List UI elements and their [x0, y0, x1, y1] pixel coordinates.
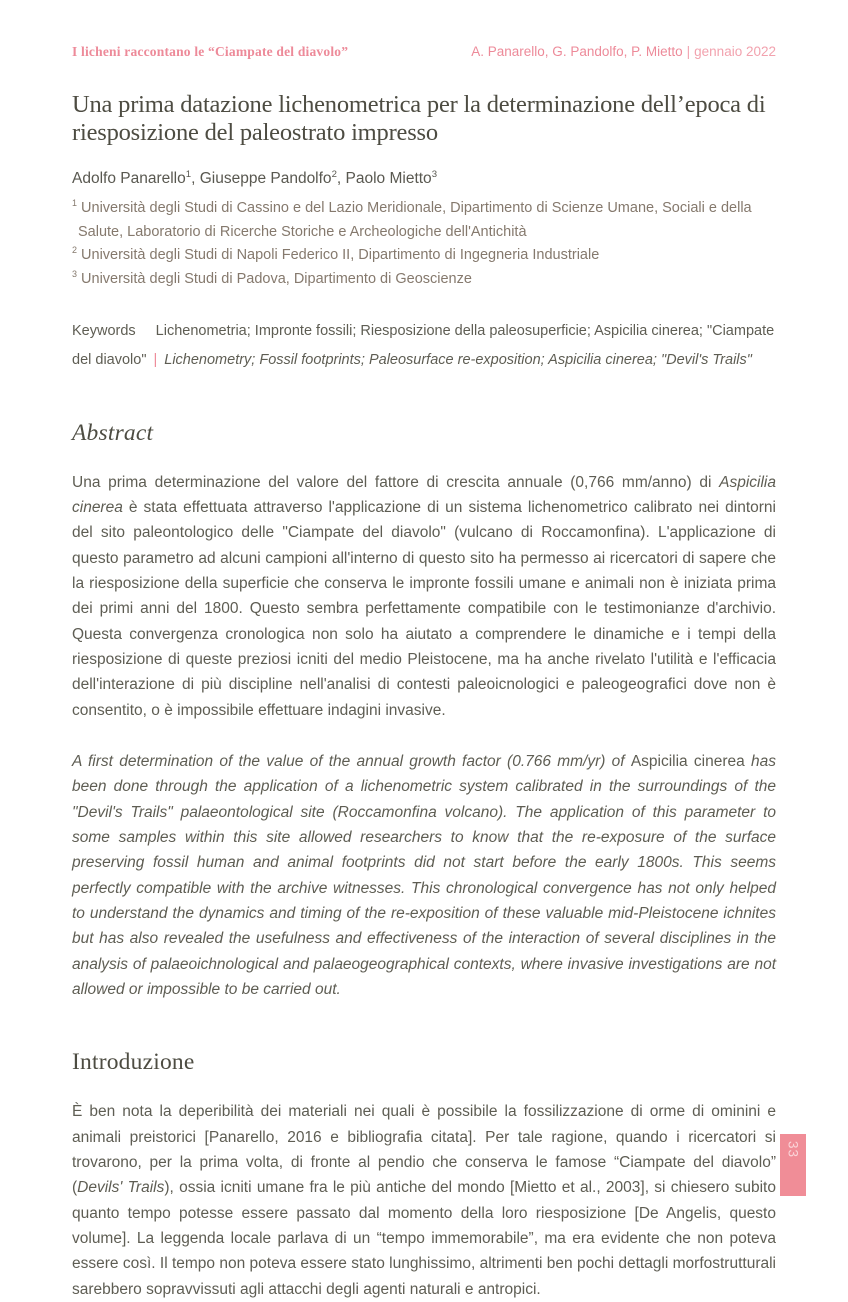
keywords-english: Lichenometry; Fossil footprints; Paleosurface re-exposition; Aspicilia cinerea; "Devil's Trails"	[164, 351, 752, 368]
authors-line	[72, 170, 776, 188]
keywords-block	[72, 317, 776, 374]
keywords-italian: Lichenometria; Impronte fossili; Riesposizione della paleosuperficie; Aspicilia cinerea; "Ciampate del diavolo"	[72, 323, 775, 368]
keywords-separator: |	[153, 351, 158, 368]
intro-devils-trails-italic: Devils' Trails	[77, 1179, 165, 1197]
keywords-label: Keywords	[72, 323, 136, 340]
introduction-heading: Introduzione	[72, 1049, 195, 1076]
abstract-en-seg1: A first determination of the value of the annual growth factor (0.766 mm/yr) of	[72, 753, 631, 771]
intro-seg3: ), ossia icniti umane fra le più antiche del mondo [Mietto et al., 2003], si chiesero subito quanto tempo potesse essere passato dal momento della loro riesposizione [De Angelis, questo volume]. La leggenda locale parlava di un “tempo immemorabile”, ma era evidente che non poteva essere così. Il tempo non poteva essere stato lunghissimo, altrimenti ben pochi dettagli morfostrutturali sarebbero sopravvissuti agli attacchi degli agenti naturali e antropici.	[72, 1179, 776, 1298]
running-header-right	[471, 44, 776, 59]
running-header-separator: |	[686, 44, 691, 59]
author-3-affiliation-mark: 3	[431, 169, 438, 181]
affiliation-2-text: Università degli Studi di Napoli Federico II, Dipartimento di Ingegneria Industriale	[81, 247, 600, 264]
intro-seg1: È ben nota la deperibilità dei materiali nei quali è possibile la fossilizzazione di orme di ominini e animali preistorici [Panarello, 2016 e bibliografia citata]. Per tale ragione, quando i ricercatori si trovarono, per la prima volta, di fronte al pendio che conserva le famose “Ciampate del diavolo” (	[72, 1103, 776, 1197]
page-number: 33	[785, 1141, 801, 1159]
affiliation-3-mark: 3	[72, 268, 77, 279]
abstract-it-seg1: Una prima determinazione del valore del fattore di crescita annuale (0,766 mm/anno) di	[72, 473, 720, 491]
introduction-paragraph	[72, 1099, 776, 1302]
running-header	[72, 44, 776, 60]
page-number-tab	[780, 1134, 806, 1196]
abstract-en-species-name: Aspicilia cinerea	[630, 753, 745, 771]
abstract-en-seg2: has been done through the application of a lichenometric system calibrated in the surroundings of the "Devil's Trails" palaeontological site (Roccamonfina volcano). The application of this parameter to some samples within this site allowed researchers to know that the re-exposure of the surface preserving fossil human and animal footprints did not start before the early 1800s. This seems perfectly compatible with the archive witnesses. This chronological convergence has not only helped to understand the dynamics and timing of the re-exposition of these valuable mid-Pleistocene ichnites but has also revealed the usefulness and effectiveness of the interaction of several disciplines in the analysis of palaeoichnological and palaeogeographical contexts, where invasive investigations are not allowed or impossible to be carried out.	[72, 753, 776, 999]
running-header-date: gennaio 2022	[694, 44, 776, 59]
affiliation-1-text: Università degli Studi di Cassino e del Lazio Meridionale, Dipartimento di Scienze Umane, Sociali e della Salute, Laboratorio di Ricerche Storiche e Archeologiche dell'Antichità	[78, 200, 752, 240]
running-header-authors: A. Panarello, G. Pandolfo, P. Mietto	[471, 44, 683, 59]
author-2-affiliation-mark: 2	[331, 169, 337, 181]
author-3: , Paolo Mietto	[336, 170, 432, 188]
affiliation-2-mark: 2	[72, 245, 77, 256]
affiliation-1-mark: 1	[72, 198, 77, 209]
author-1-affiliation-mark: 1	[185, 169, 192, 181]
running-header-journal-title: I licheni raccontano le “Ciampate del diavolo”	[72, 44, 349, 59]
author-2: , Giuseppe Pandolfo	[191, 170, 332, 188]
abstract-heading: Abstract	[72, 419, 154, 446]
abstract-it-species-name: Aspicilia cinerea	[72, 473, 776, 517]
affiliation-3	[72, 268, 776, 291]
affiliation-3-text: Università degli Studi di Padova, Dipartimento di Geoscienze	[81, 270, 472, 287]
affiliation-1	[72, 197, 776, 244]
affiliations-list	[72, 197, 776, 291]
abstract-english-paragraph	[72, 749, 776, 1002]
author-1: Adolfo Panarello	[72, 170, 186, 188]
abstract-italian-paragraph	[72, 470, 776, 723]
abstract-it-seg2: è stata effettuata attraverso l'applicazione di un sistema lichenometrico calibrato nei dintorni del sito paleontologico delle "Ciampate del diavolo" (vulcano di Roccamonfina). L'applicazione di questo parametro ad alcuni campioni all'interno di questo sito ha permesso ai ricercatori di sapere che la riesposizione della superficie che conserva le impronte fossili umane e animali non è iniziata prima dei primi anni del 1800. Questo sembra perfettamente compatibile con le testimonianze d'archivio. Questa convergenza cronologica non solo ha aiutato a comprendere le dinamiche e i tempi della riesposizione di queste preziosi icniti del medio Pleistocene, ma ha anche rivelato l'utilità e l'efficacia dell'interazione di più discipline nell'analisi di contesti paleoicnologici e paleogeografici dove non è consentito, o è impossibile effettuare indagini invasive.	[72, 499, 776, 719]
affiliation-2	[72, 244, 776, 267]
page-content	[72, 44, 776, 1302]
article-title: Una prima datazione lichenometrica per la determinazione dell’epoca di riesposizione del paleostrato impresso	[72, 91, 766, 146]
